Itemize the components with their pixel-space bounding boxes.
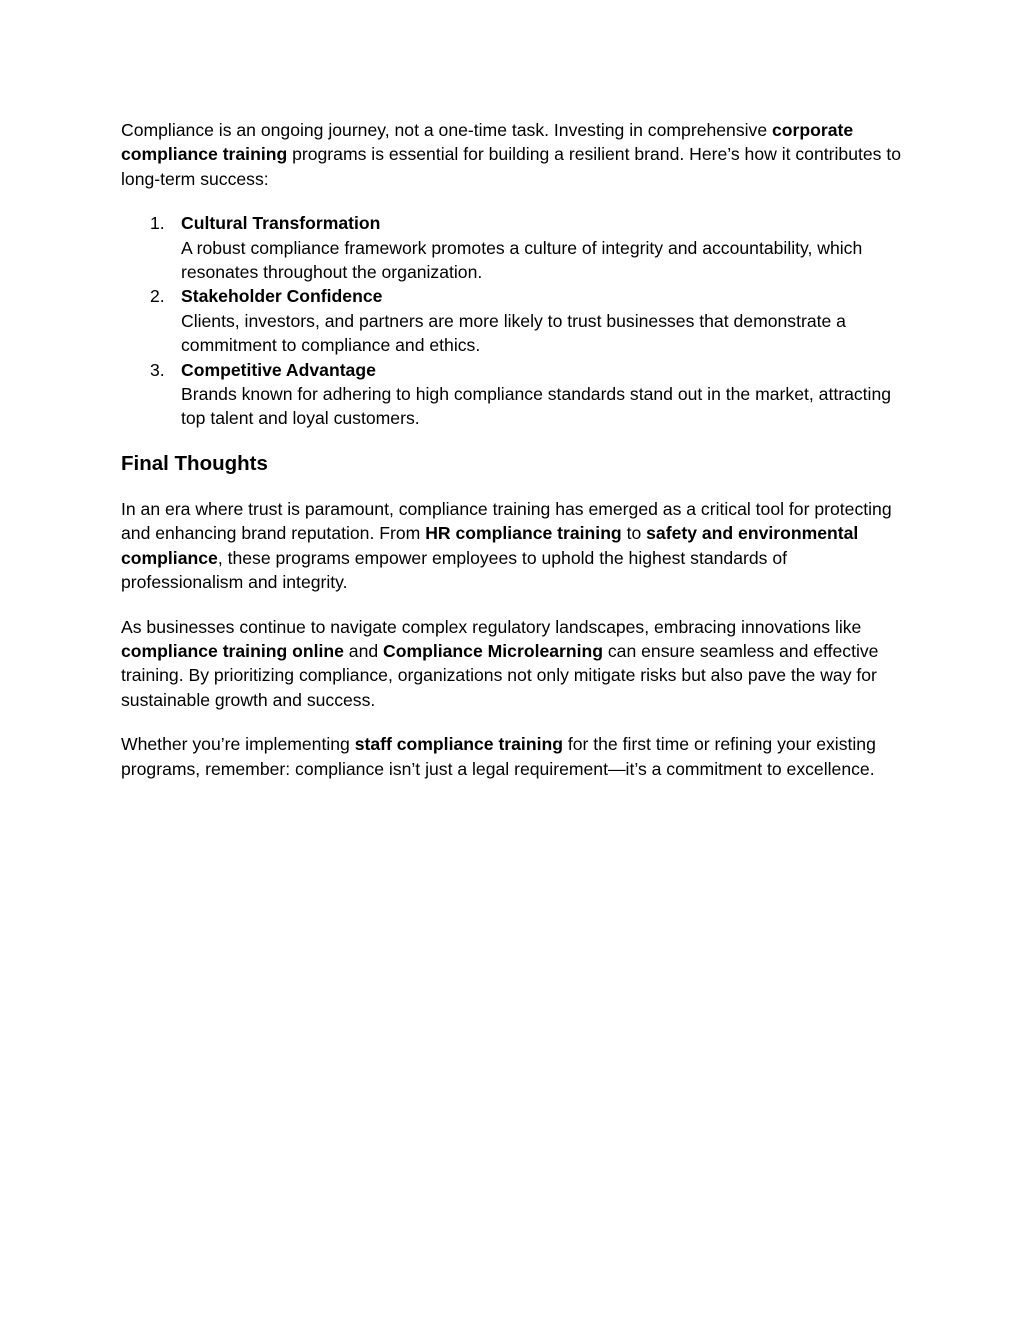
document-page [121,118,911,801]
list-item-number: 3. [150,359,165,380]
benefits-list [121,211,911,431]
p2-bold-1: compliance training online [121,640,344,661]
p2-text-1: As businesses continue to navigate complex regulatory landscapes, embracing innovations like [121,616,862,637]
p1-text-2: to [621,523,647,544]
intro-paragraph [121,118,911,191]
final-paragraph-1 [121,497,911,595]
list-item [121,211,911,284]
final-paragraph-2 [121,615,911,713]
intro-bold-1: corporate compliance training [121,120,854,165]
p1-text-1: In an era where trust is paramount, compliance training has emerged as a critical tool for protecting and enhancing brand reputation. From [121,498,892,544]
list-item-title: Cultural Transformation [181,213,381,234]
p1-bold-2: safety and environmental compliance [121,523,859,568]
p3-bold-1: staff compliance training [354,734,563,755]
p2-text-3: can ensure seamless and effective training. By prioritizing compliance, organizations not only mitigate risks but also pave the way for sustainable growth and success. [121,640,879,710]
final-paragraph-3 [121,732,911,781]
list-item-description: Clients, investors, and partners are more likely to trust businesses that demonstrate a commitment to compliance and ethics. [181,310,846,356]
section-heading: Final Thoughts [121,451,268,475]
list-item-title: Competitive Advantage [181,359,376,380]
list-item [121,284,911,357]
list-item-description: Brands known for adhering to high compliance standards stand out in the market, attracting top talent and loyal customers. [181,384,892,429]
p3-text-2: for the first time or refining your existing programs, remember: compliance isn’t just a legal requirement—it’s a commitment to excellence. [121,734,876,779]
list-item-number: 2. [150,286,165,307]
intro-text-2: programs is essential for building a resilient brand. Here’s how it contributes to long-term success: [121,144,902,189]
p2-text-2: and [343,640,384,661]
list-item-number: 1. [150,213,165,234]
p1-text-3: , these programs empower employees to uphold the highest standards of professionalism and integrity. [121,547,788,593]
list-item-description: A robust compliance framework promotes a culture of integrity and accountability, which resonates throughout the organization. [181,237,863,283]
p3-text-1: Whether you’re implementing [121,734,355,755]
p2-bold-2: Compliance Microlearning [383,640,603,661]
p1-bold-1: HR compliance training [425,523,622,544]
list-item-title: Stakeholder Confidence [181,286,383,307]
intro-text-1: Compliance is an ongoing journey, not a one-time task. Investing in comprehensive [121,120,773,140]
list-item [121,358,911,431]
